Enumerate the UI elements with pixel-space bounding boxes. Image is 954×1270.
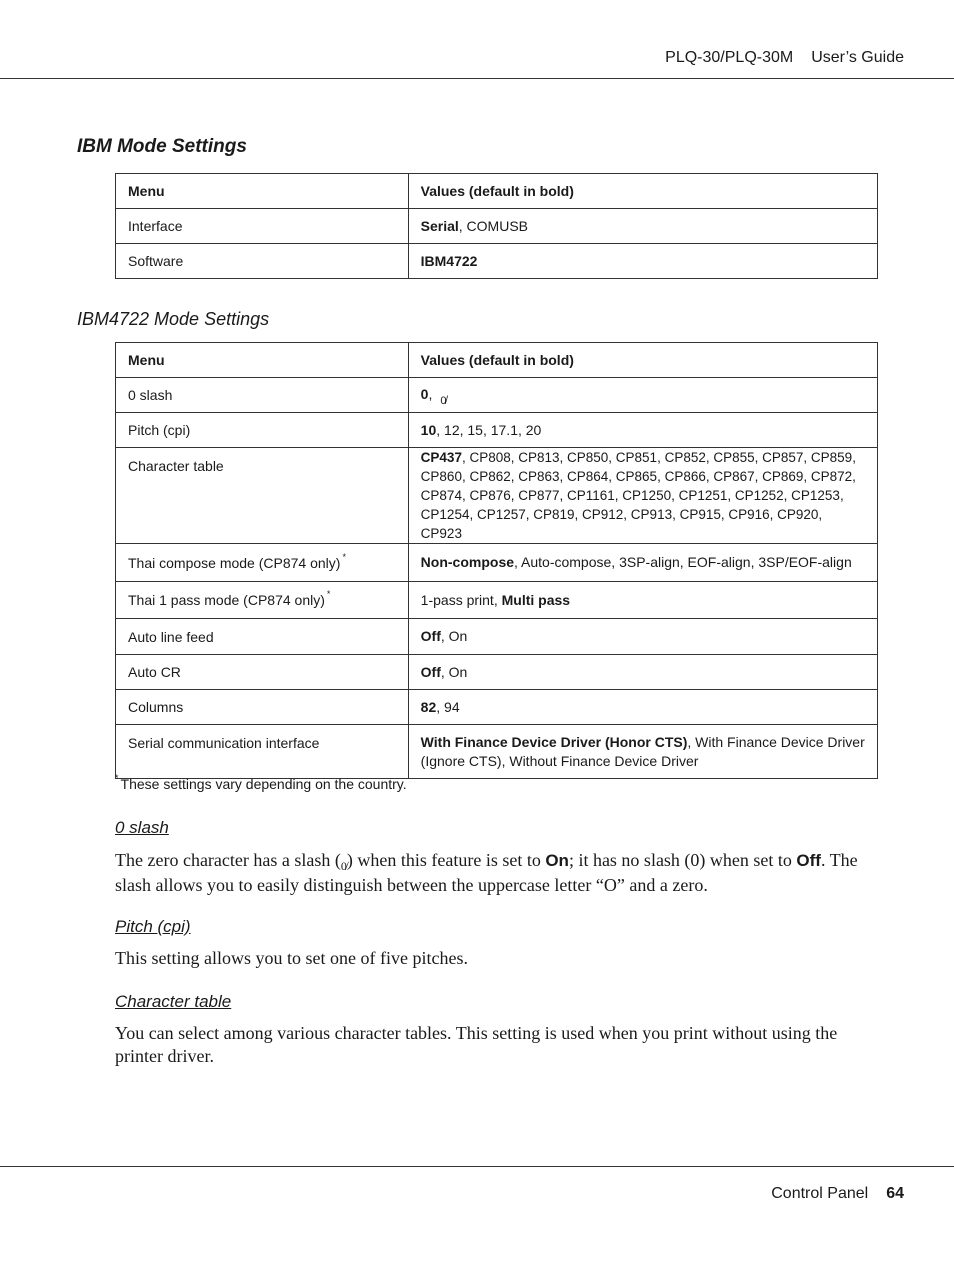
menu-label: Thai 1 pass mode (CP874 only) (128, 592, 325, 608)
menu-cell: Character table (116, 448, 409, 544)
footer-rule (0, 1166, 954, 1167)
menu-cell: Serial communication interface (116, 725, 409, 779)
table-row (116, 413, 878, 448)
sub-title: IBM4722 Mode Settings (77, 309, 270, 329)
table-row (116, 378, 878, 413)
table-footnote (115, 773, 407, 792)
default-value: Non-compose (420, 554, 515, 570)
ibm-settings-table (115, 173, 878, 279)
footnote-mark: * (342, 551, 346, 562)
zero-slash-heading: 0 slash (115, 818, 169, 837)
column-header-menu: Menu (116, 343, 409, 378)
value-cell (408, 209, 877, 244)
menu-cell (116, 582, 409, 619)
footnote-text: These settings vary depending on the country. (120, 776, 407, 792)
on-keyword: On (545, 851, 569, 870)
default-value: Serial (420, 217, 459, 234)
table-row (116, 725, 878, 779)
default-value: 10 (420, 421, 437, 438)
page-number: 64 (886, 1185, 904, 1202)
other-values: , On (440, 663, 468, 680)
value-cell (408, 413, 877, 448)
text-run: ) when this feature is set to (346, 850, 546, 870)
text-run: ; it has no slash (0) when set to (568, 850, 797, 870)
column-header-values: Values (default in bold) (408, 174, 877, 209)
footnote-mark: * (326, 589, 331, 599)
other-values: 1-pass print, (420, 591, 502, 608)
default-value: Off (420, 663, 441, 680)
other-values: , COMUSB (458, 217, 529, 234)
default-value: CP437 (420, 450, 462, 465)
other-values: , With Finance Device Driver (Ignore CTS), Without Finance Device Driver (420, 733, 865, 769)
slashed-zero-glyph: 0̸ (440, 394, 447, 407)
footer-section: Control Panel (771, 1185, 869, 1202)
pitch-paragraph: This setting allows you to set one of five pitches. (115, 948, 468, 968)
default-value: 82 (420, 698, 437, 715)
menu-cell: Columns (116, 690, 409, 725)
character-table-heading: Character table (115, 992, 232, 1011)
pitch-heading: Pitch (cpi) (115, 917, 191, 936)
footnote-mark: * (115, 773, 119, 783)
value-cell (408, 378, 877, 413)
value-cell (408, 582, 877, 619)
menu-cell: 0 slash (116, 378, 409, 413)
other-values: , On (440, 628, 468, 644)
menu-cell: Software (116, 244, 409, 279)
table-header-row (116, 174, 878, 209)
text-run: The zero character has a slash ( (115, 850, 341, 870)
value-cell (408, 690, 877, 725)
default-value: IBM4722 (420, 252, 478, 269)
page-header (0, 0, 954, 79)
section-title: IBM Mode Settings (77, 136, 247, 157)
default-value: Off (420, 628, 441, 644)
other-values: , 94 (436, 698, 460, 715)
zero-slash-paragraph (115, 849, 880, 897)
value-cell (408, 544, 877, 582)
menu-cell: Interface (116, 209, 409, 244)
guide-name: User’s Guide (811, 49, 904, 66)
table-row (116, 582, 878, 619)
other-values: , 12, 15, 17.1, 20 (436, 421, 542, 438)
value-cell (408, 725, 877, 779)
default-value: With Finance Device Driver (Honor CTS) (420, 733, 688, 750)
header-title (665, 49, 904, 67)
text-run: . The slash allows you to easily distinguish between the uppercase letter “O” and a zero. (115, 850, 858, 895)
value-cell (408, 244, 877, 279)
other-values: , Auto-compose, 3SP-align, EOF-align, 3SP/EOF-align (514, 554, 852, 570)
column-header-values: Values (default in bold) (408, 343, 877, 378)
default-value: 0 (420, 385, 429, 402)
menu-label: Thai compose mode (CP874 only) (128, 554, 341, 571)
value-cell (408, 619, 877, 655)
table-row (116, 209, 878, 244)
product-name: PLQ-30/PLQ-30M (665, 49, 794, 66)
table-row (116, 544, 878, 582)
character-table-paragraph: You can select among various character tables. This setting is used when you print without using the printer driver. (115, 1023, 838, 1066)
table-row (116, 244, 878, 279)
menu-cell: Pitch (cpi) (116, 413, 409, 448)
table-header-row (116, 343, 878, 378)
value-cell (408, 448, 877, 544)
table-row (116, 448, 878, 544)
menu-cell: Auto CR (116, 655, 409, 690)
column-header-menu: Menu (116, 174, 409, 209)
menu-cell: Auto line feed (116, 619, 409, 655)
ibm4722-settings-table (115, 342, 878, 779)
table-row (116, 690, 878, 725)
other-values: , CP808, CP813, CP850, CP851, CP852, CP855, CP857, CP859, CP860, CP862, CP863, CP864, CP865, CP866, CP867, CP869, CP872, CP874, CP876, CP877, CP1161, CP1250, CP1251, CP1252, CP1253, CP1254, CP1257, CP819, CP912, CP913, CP915, CP916, CP920, CP923 (420, 450, 856, 541)
menu-cell (116, 544, 409, 582)
off-keyword: Off (796, 851, 821, 870)
table-row (116, 655, 878, 690)
value-cell (408, 655, 877, 690)
default-value: Multi pass (501, 591, 571, 608)
page-footer (771, 1185, 904, 1203)
slashed-zero-glyph: 0̸ (340, 859, 347, 873)
other-values: , (428, 385, 433, 402)
table-row (116, 619, 878, 655)
